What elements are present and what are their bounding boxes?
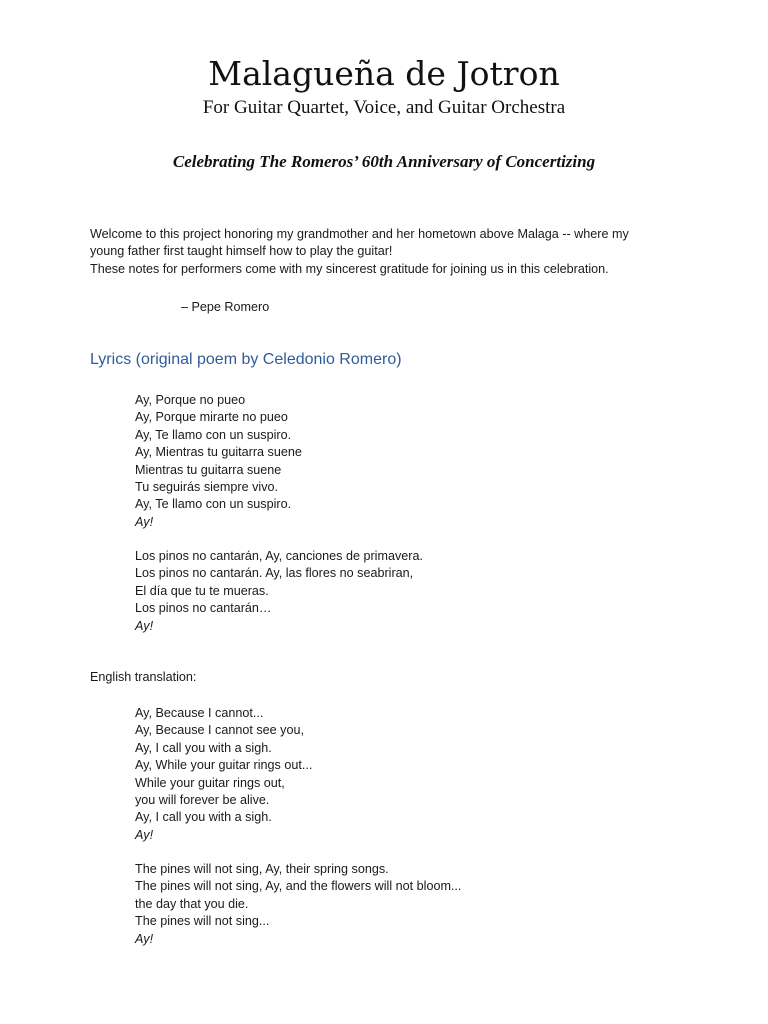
lyric-line: Ay, Because I cannot...: [135, 706, 264, 720]
intro-paragraph: [90, 226, 690, 278]
lyric-line: Ay, While your guitar rings out...: [135, 758, 313, 773]
document-subtitle: For Guitar Quartet, Voice, and Guitar Orchestra: [202, 97, 566, 118]
lyric-line: Ay!: [135, 827, 154, 842]
lyric-line: Los pinos no cantarán…: [135, 601, 272, 616]
lyric-line: The pines will not sing, Ay, their spring songs.: [135, 862, 389, 876]
lyric-line: Ay!: [135, 931, 154, 946]
intro-line: These notes for performers come with my sincerest gratitude for joining us in this celebration.: [90, 261, 609, 276]
celebration-heading: Celebrating The Romeros’ 60th Anniversary of Concertizing: [172, 152, 596, 171]
lyric-line: you will forever be alive.: [135, 793, 270, 808]
spanish-stanza-2: [135, 548, 423, 635]
lyric-line: Los pinos no cantarán. Ay, las flores no seabriran,: [135, 566, 414, 581]
lyric-line: Ay, Porque no pueo: [135, 393, 246, 407]
english-stanza-2: [135, 861, 461, 948]
lyric-line: The pines will not sing...: [135, 914, 270, 929]
lyric-line: Mientras tu guitarra suene: [135, 462, 282, 477]
lyric-line: Ay!: [135, 514, 154, 529]
lyric-line: Tu seguirás siempre vivo.: [135, 480, 279, 495]
lyric-line: The pines will not sing, Ay, and the flowers will not bloom...: [135, 879, 462, 894]
lyric-line: Ay!: [135, 618, 154, 633]
lyric-line: Ay, Te llamo con un suspiro.: [135, 497, 292, 512]
lyric-line: the day that you die.: [135, 896, 249, 911]
spanish-stanza-1: [135, 392, 302, 531]
english-stanza-1: [135, 705, 312, 844]
lyric-line: El día que tu te mueras.: [135, 583, 269, 598]
lyric-line: Ay, I call you with a sigh.: [135, 740, 272, 755]
translation-label: English translation:: [90, 670, 197, 684]
intro-line: young father first taught himself how to play the guitar!: [90, 244, 393, 259]
intro-line: Welcome to this project honoring my grandmother and her hometown above Malaga -- where my: [90, 227, 629, 241]
lyric-line: Los pinos no cantarán, Ay, canciones de primavera.: [135, 549, 423, 563]
lyric-line: Ay, Mientras tu guitarra suene: [135, 445, 302, 460]
document-title: Malagueña de Jotron: [208, 54, 560, 93]
lyric-line: While your guitar rings out,: [135, 775, 285, 790]
lyric-line: Ay, Because I cannot see you,: [135, 723, 304, 738]
lyrics-heading: Lyrics (original poem by Celedonio Romero): [90, 351, 402, 368]
lyric-line: Ay, I call you with a sigh.: [135, 810, 272, 825]
lyric-line: Ay, Te llamo con un suspiro.: [135, 427, 292, 442]
lyric-line: Ay, Porque mirarte no pueo: [135, 410, 288, 425]
signature: – Pepe Romero: [181, 300, 270, 314]
